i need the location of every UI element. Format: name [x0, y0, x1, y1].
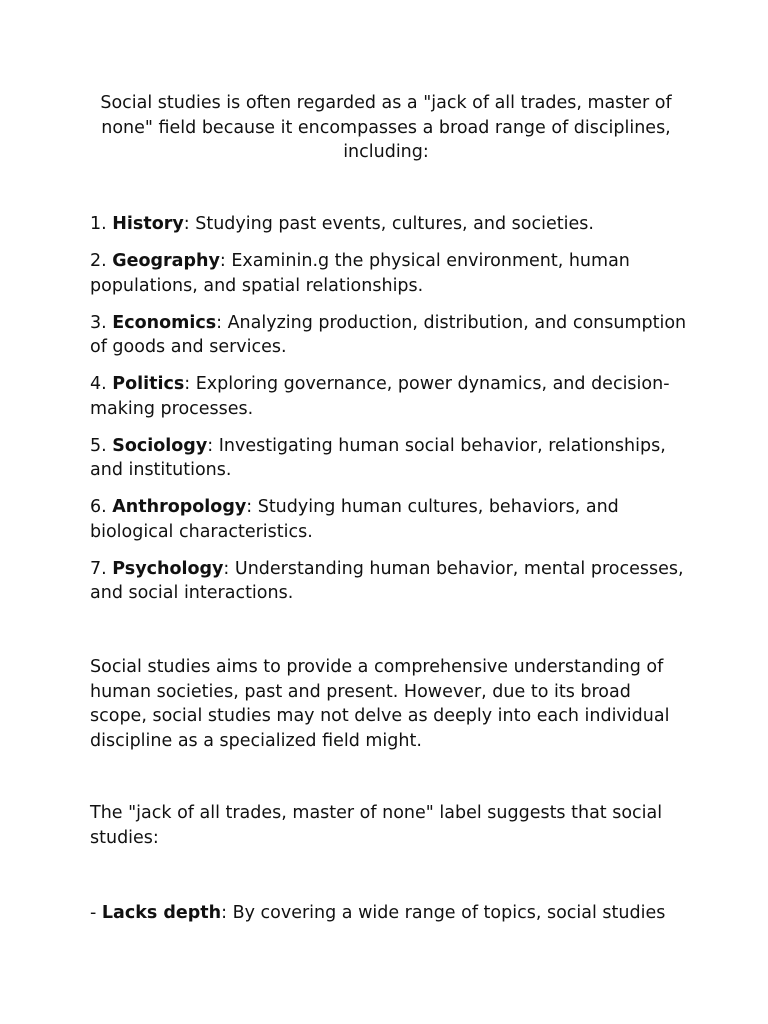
- item-term: Economics: [112, 312, 217, 333]
- intro-paragraph: Social studies is often regarded as a "jack of all trades, master of none" field because it encompasses a broad range of disciplines, including:: [100, 93, 672, 162]
- list-item-anthropology: [90, 495, 690, 544]
- item-number: 7.: [90, 558, 113, 579]
- point-description: : By covering a wide range of topics, social studies: [221, 903, 666, 923]
- item-number: 6.: [90, 497, 113, 517]
- item-number: 5.: [90, 435, 113, 456]
- label-paragraph: The "jack of all trades, master of none" label suggests that social studies:: [90, 803, 663, 848]
- item-term: Geography: [112, 251, 220, 271]
- item-number: 2.: [90, 251, 113, 271]
- list-item-politics: [90, 372, 690, 421]
- lacks-depth-point: [90, 901, 690, 926]
- aims-paragraph: Social studies aims to provide a comprehensive understanding of human societies, past and present. However, due to its broad scope, social studies may not delve as deeply into each individual discipline as a specialized field might.: [90, 657, 670, 751]
- item-term: History: [112, 214, 184, 234]
- item-term: Psychology: [112, 558, 224, 579]
- item-term: Sociology: [112, 435, 208, 456]
- item-description: : Studying past events, cultures, and societies.: [183, 214, 594, 234]
- list-item-psychology: [90, 557, 690, 606]
- list-item-sociology: [90, 434, 690, 483]
- item-number: 3.: [90, 312, 113, 333]
- item-description: : Analyzing production, distribution, and consumption of goods and services.: [90, 312, 687, 357]
- item-description: : Studying human cultures, behaviors, and biological characteristics.: [90, 497, 619, 542]
- disciplines-list: [90, 212, 690, 618]
- point-prefix: -: [90, 903, 102, 923]
- item-description: : Examinin.g the physical environment, human populations, and spatial relationships.: [90, 251, 630, 296]
- list-item-economics: [90, 311, 690, 360]
- list-item-geography: [90, 249, 690, 298]
- item-term: Politics: [112, 374, 185, 394]
- item-number: 4.: [90, 374, 113, 394]
- point-term: Lacks depth: [101, 903, 222, 923]
- item-term: Anthropology: [112, 497, 247, 517]
- item-number: 1.: [90, 214, 113, 234]
- item-description: : Investigating human social behavior, relationships, and institutions.: [90, 435, 666, 480]
- item-description: : Exploring governance, power dynamics, and decision-making processes.: [90, 374, 670, 419]
- item-description: : Understanding human behavior, mental processes, and social interactions.: [90, 558, 684, 603]
- list-item-history: [90, 212, 690, 237]
